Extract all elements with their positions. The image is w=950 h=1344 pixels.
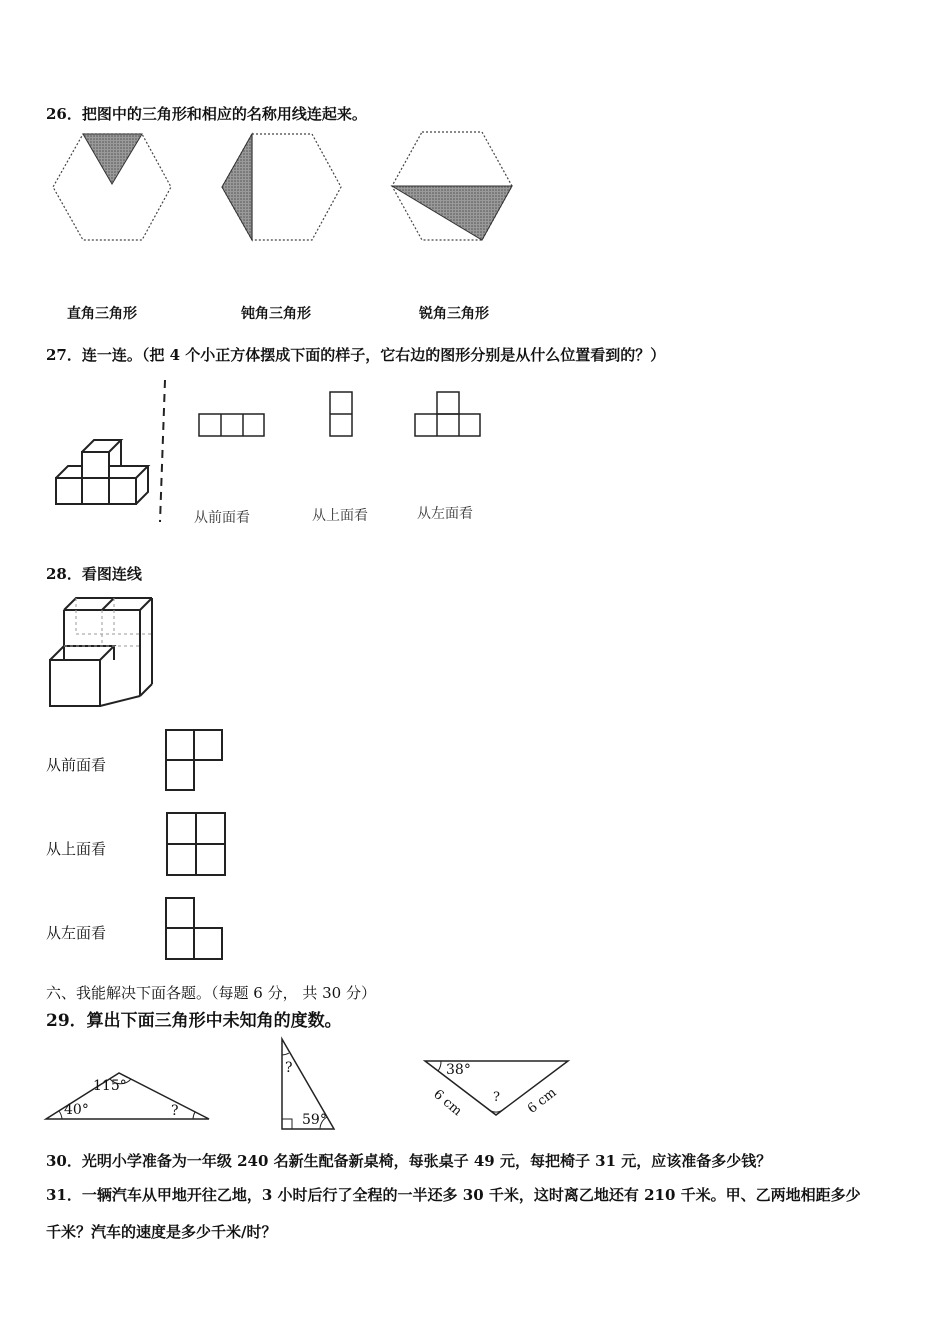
q27-text: 27．连一连。（把 4 个小正方体摆成下面的样子，它右边的图形分别是从什么位置看到的？）: [46, 346, 666, 364]
q28-label-left: 从左面看: [46, 924, 107, 942]
q28-label-top: 从上面看: [46, 840, 107, 858]
tri3-angle-bottom: ?: [493, 1090, 500, 1105]
tri3-angle-left: 38°: [446, 1062, 471, 1078]
tri2-angle-bottom: 59°: [302, 1112, 327, 1128]
q31-text-line1: 31．一辆汽车从甲地开往乙地，3 小时后行了全程的一半还多 30 千米，这时离乙地还有 210 千米。甲、乙两地相距多少: [46, 1186, 861, 1204]
q27-view-label-front: 从前面看: [194, 510, 250, 526]
section-6-heading: 六、我能解决下面各题。（每题 6 分， 共 30 分）: [46, 984, 376, 1002]
q28-text: 28．看图连线: [46, 565, 142, 583]
q31-text-line2: 千米？汽车的速度是多少千米/时？: [46, 1223, 277, 1241]
tri2-angle-top: ?: [285, 1060, 293, 1076]
tri3-side-left: 6 cm: [430, 1087, 465, 1120]
label-acute-triangle: 锐角三角形: [419, 306, 489, 322]
tri3-side-right: 6 cm: [525, 1085, 560, 1117]
label-right-triangle: 直角三角形: [67, 306, 137, 322]
q27-view-label-top: 从上面看: [312, 508, 368, 524]
q29-text: 29．算出下面三角形中未知角的度数。: [46, 1011, 342, 1031]
tri1-angle-left: 40°: [64, 1102, 89, 1118]
q27-view-label-left: 从左面看: [417, 506, 473, 522]
tri1-angle-top: 115°: [93, 1078, 127, 1094]
q26-text: 26．把图中的三角形和相应的名称用线连起来。: [46, 105, 367, 123]
q28-label-front: 从前面看: [46, 756, 107, 774]
q30-text: 30．光明小学准备为一年级 240 名新生配备新桌椅，每张桌子 49 元，每把椅子 31 元，应该准备多少钱？: [46, 1152, 772, 1170]
label-obtuse-triangle: 钝角三角形: [241, 306, 311, 322]
tri1-angle-right: ?: [171, 1103, 179, 1119]
